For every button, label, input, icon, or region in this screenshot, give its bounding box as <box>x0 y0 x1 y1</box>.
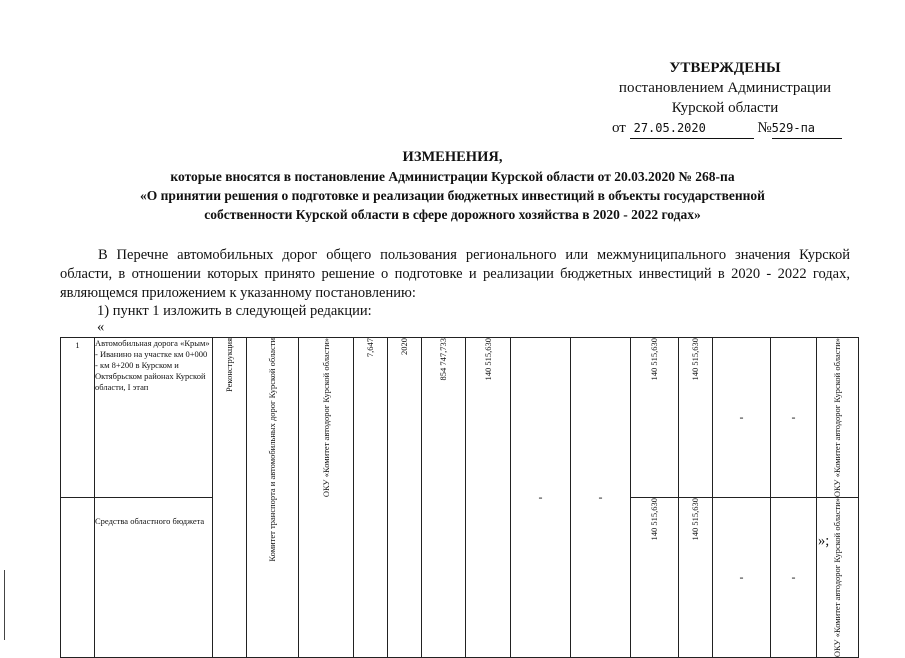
r2-amount-a: 140 515,630 <box>649 498 659 541</box>
r2-dash-b-cell <box>771 498 817 658</box>
r1-amount-b: 140 515,630 <box>690 338 700 381</box>
year: 2020 <box>399 338 409 355</box>
scan-margin-line <box>4 570 5 640</box>
r2-amount-b: 140 515,630 <box>690 498 700 541</box>
contractor: ОКУ «Комитет автодорог Курской области» <box>320 338 331 498</box>
title-heading: ИЗМЕНЕНИЯ, <box>402 149 503 165</box>
r1-amount-b-cell <box>679 338 713 498</box>
investment-total-cell <box>466 338 511 658</box>
contractor-cell <box>299 338 354 658</box>
capacity-cell <box>354 338 388 658</box>
row-number-cell <box>61 338 95 498</box>
estimated-cost: 854 747,733 <box>438 338 448 381</box>
year-cell <box>388 338 422 658</box>
title-line-4: собственности Курской области в сфере дорожного хозяйства в 2020 - 2022 годах» <box>204 207 701 222</box>
closing-quote: »; <box>818 533 830 549</box>
r1-dash-b: - <box>791 410 796 425</box>
r1-dash-a: - <box>739 410 744 425</box>
work-type-cell <box>213 338 247 658</box>
work-type: Реконструкция <box>224 338 234 393</box>
object-name-cell <box>95 338 213 498</box>
roads-table <box>60 337 859 658</box>
approval-date-line <box>590 118 860 139</box>
r1-amount-a-cell <box>631 338 679 498</box>
customer: Комитет транспорта и автомобильных дорог Курской области <box>267 338 277 562</box>
capacity: 7,647 <box>365 338 375 358</box>
r2-amount-a-cell <box>631 498 679 658</box>
dash-cell-1 <box>511 338 571 658</box>
r1-amount-a: 140 515,630 <box>649 338 659 381</box>
dash-cell-2 <box>571 338 631 658</box>
approval-line-2: Курской области <box>671 100 779 116</box>
approval-number: 529-па <box>772 118 842 139</box>
r2-dash-a-cell <box>713 498 771 658</box>
object-name: Автомобильная дорога «Крым» - Иванино на участке км 0+000 - км 8+200 в Курском и Октябрьском районах Курской области, I этап <box>95 338 210 392</box>
opening-quote: « <box>97 319 105 335</box>
r2-amount-b-cell <box>679 498 713 658</box>
funding-source-cell <box>95 498 213 658</box>
row-number: 1 <box>75 340 80 350</box>
approval-date: 27.05.2020 <box>630 118 754 139</box>
from-label: от <box>612 120 626 136</box>
estimated-cost-cell <box>422 338 466 658</box>
dash-2: - <box>598 490 603 505</box>
investment-total: 140 515,630 <box>482 338 493 381</box>
approval-line-1: постановлением Администрации <box>618 80 832 96</box>
r2-recipient-cell <box>817 498 859 658</box>
r2-dash-b: - <box>791 570 796 585</box>
row2-number-cell <box>61 498 95 658</box>
number-label: № <box>757 120 772 136</box>
r1-recipient: ОКУ «Комитет автодорог Курской области» <box>832 338 842 498</box>
r2-dash-a: - <box>739 570 744 585</box>
document-title <box>60 148 845 224</box>
r1-recipient-cell <box>817 338 859 498</box>
body-paragraph: В Перечне автомобильных дорог общего пользования регионального или межмуниципального значения Курской области, в отношении которых принято решение о подготовке и реализации бюджетных инвестиций в 2020 - 2022 годах, являющемся приложением к указанному постановлению: <box>60 247 850 301</box>
customer-cell <box>247 338 299 658</box>
r1-dash-a-cell <box>713 338 771 498</box>
title-line-2: которые вносятся в постановление Администрации Курской области от 20.03.2020 № 268-па <box>170 169 735 184</box>
title-line-3: «О принятии решения о подготовке и реализации бюджетных инвестиций в объекты государственной <box>140 188 765 203</box>
point-1: 1) пункт 1 изложить в следующей редакции: <box>97 303 372 319</box>
approval-block <box>590 58 860 139</box>
r1-dash-b-cell <box>771 338 817 498</box>
funding-source: Средства областного бюджета <box>95 516 205 527</box>
approval-heading: УТВЕРЖДЕНЫ <box>669 60 781 76</box>
r2-recipient: ОКУ «Комитет автодорог Курской области» <box>832 498 842 658</box>
dash-1: - <box>538 490 543 505</box>
